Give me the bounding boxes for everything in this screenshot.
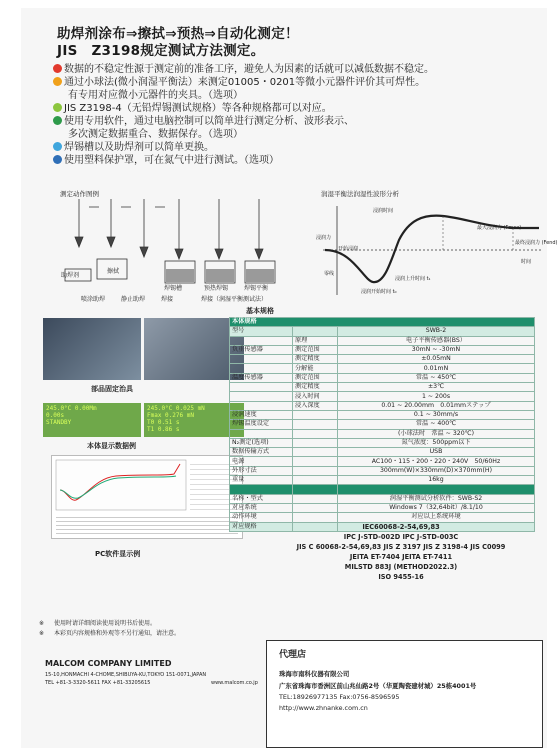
feature-text: 数据的不稳定性源于测定前的准备工序，避免人为因素的话就可以减低数据不稳定。 <box>64 64 434 75</box>
feature-item <box>53 154 434 167</box>
bullet-dot-icon <box>53 77 62 86</box>
spec-row <box>230 401 535 410</box>
standard-item: ISO 9455-16 <box>378 573 424 581</box>
spec-value: 300mm(W)×330mm(D)×370mm(H) <box>338 466 535 475</box>
standard-item: IPC J-STD-002D IPC J-STD-003C <box>343 533 459 541</box>
spec-row <box>230 429 535 438</box>
diagram-label-preheat: 预热焊锡 <box>204 285 229 292</box>
bullet-dot-icon <box>53 116 62 125</box>
spec-value: ±3℃ <box>338 383 535 392</box>
curve-title: 润湿平衡法润湿性波形分析 <box>321 190 399 198</box>
feature-item <box>53 63 434 76</box>
feature-text: 使用专用软件，通过电脑控制可以简单进行测定分析、波形表示、 <box>64 116 354 127</box>
spec-value: 常温 ~ 400℃ <box>338 420 535 429</box>
curve-label-t1: 浸润上升时间 t₁ <box>395 276 431 282</box>
spec-row <box>230 448 535 457</box>
spec-item <box>293 429 338 438</box>
spec-item <box>293 503 338 512</box>
spec-table-title: 本体规格 <box>230 318 535 327</box>
spec-item: 浸入深度 <box>293 401 338 410</box>
feature-item <box>53 128 434 141</box>
brochure-page <box>21 8 558 748</box>
spec-item: 浸入时间 <box>293 392 338 401</box>
fixture-caption: 部品固定治具 <box>91 385 133 393</box>
spec-item <box>293 327 338 336</box>
feature-item <box>53 115 434 128</box>
lcd-standby-line: 245.0°C 0.00Mm <box>46 405 97 412</box>
feature-item <box>53 141 434 154</box>
spec-value: 1 ~ 200s <box>338 392 535 401</box>
spec-item <box>293 448 338 457</box>
curve-label-timeaxis: 时间 <box>521 259 532 265</box>
standard-item: JEITA ET-7404 JEITA ET-7411 <box>349 553 453 561</box>
pc-caption: PC软件显示例 <box>95 550 141 558</box>
feature-item <box>53 76 434 89</box>
spec-row <box>230 494 535 503</box>
spec-row <box>230 476 535 485</box>
spec-value: SWB-2 <box>338 327 535 336</box>
spec-row <box>230 327 535 336</box>
feature-text: 使用塑料保护罩，可在氮气中进行测试。（选项） <box>64 155 279 166</box>
spec-category <box>230 355 293 364</box>
diagram-caption-spray: 喷涂助焊 <box>81 296 106 303</box>
spec-value: (小球法时 常温 ~ 320℃) <box>338 429 535 438</box>
spec-value: 30mN ~ -30mN <box>338 345 535 354</box>
agent-box <box>266 640 543 748</box>
feature-text: 通过小球法(微小润湿平衡法）来测定01005・0201等微小元器件评价其可焊性。 <box>64 77 426 88</box>
spec-category <box>230 392 293 401</box>
note-text: 本彩页内容规格和外观等不另行通知，请注意。 <box>54 630 181 637</box>
diagram-caption-still: 静止助焊 <box>121 296 146 303</box>
spec-item <box>293 438 338 447</box>
spec-row <box>230 355 535 364</box>
spec-category: 电源 <box>230 457 293 466</box>
lcd-result-line: T0 0.51 s <box>147 419 180 426</box>
feature-text: 多次测定数据重合、数据保存。（选项） <box>68 129 243 140</box>
company-address: 15-10,HONMACHI 4-CHOME,SHIBUYA-KU,TOKYO 151-0071,JAPAN <box>45 672 207 678</box>
spec-item: 原理 <box>293 336 338 345</box>
spec-category <box>230 485 293 494</box>
diagram-label-balance: 焊锡平衡 <box>244 285 269 292</box>
spec-row <box>230 383 535 392</box>
pc-software-screenshot <box>51 455 243 539</box>
company-web: www.malcom.co.jp <box>211 680 258 686</box>
spec-value: 16kg <box>338 476 535 485</box>
standard-item: IEC60068-2-54,69,83 <box>362 523 440 531</box>
spec-row <box>230 345 535 354</box>
spec-item <box>293 485 338 494</box>
feature-text: 焊锡槽以及助焊剂可以简单更换。 <box>64 142 214 153</box>
spec-category: 动作环境 <box>230 513 293 522</box>
spec-value: 电子平衡传感器(BS） <box>338 336 535 345</box>
spec-row <box>230 513 535 522</box>
spec-category <box>230 383 293 392</box>
spec-value <box>338 485 535 494</box>
spec-table-container <box>229 317 535 532</box>
lcd-result-line: Fmax 0.276 mN <box>147 412 194 419</box>
feature-text: JIS Z3198-4（无铅焊锡测试规格）等各种规格都可以对应。 <box>64 103 332 114</box>
curve-label-start: 开始浸润 <box>338 246 359 252</box>
spec-row <box>230 420 535 429</box>
spec-value: 0.01mN <box>338 364 535 373</box>
spec-item: 测定范围 <box>293 345 338 354</box>
curve-label-t0: 浸润开始时间 t₀ <box>361 289 397 295</box>
spec-category: 温度传感器 <box>230 373 293 382</box>
spec-item <box>293 420 338 429</box>
spec-category: N₂测定(选项) <box>230 438 293 447</box>
curve-label-fmax: 最大浸润力 (Fmax) <box>477 225 522 231</box>
agent-title: 代理店 <box>279 650 307 660</box>
spec-row <box>230 438 535 447</box>
company-name: MALCOM COMPANY LIMITED <box>45 659 172 668</box>
spec-category: 型号 <box>230 327 293 336</box>
company-tel: TEL +81-3-3320-5611 FAX +81-33205615 <box>45 680 151 686</box>
agent-name: 珠海市南科仪器有限公司 <box>279 670 350 678</box>
spec-value: 氮气浓度：500ppm以下 <box>338 438 535 447</box>
spec-row <box>230 373 535 382</box>
spec-category: 名称・型式 <box>230 494 293 503</box>
spec-row <box>230 503 535 512</box>
feature-list <box>53 63 434 167</box>
note-item: ※ 本彩页内容规格和外观等不另行通知，请注意。 <box>39 630 181 637</box>
feature-item <box>53 89 434 102</box>
spec-item: 测定精度 <box>293 383 338 392</box>
pc-software-graph <box>56 460 186 510</box>
bullet-dot-icon <box>53 155 62 164</box>
bullet-dot-icon <box>53 142 62 151</box>
spec-item <box>293 494 338 503</box>
spec-category: 焊锡温度设定 <box>230 420 293 429</box>
spec-value: Windows 7（32,64bit）/8.1/10 <box>338 503 535 512</box>
spec-item: 分解能 <box>293 364 338 373</box>
bullet-dot-icon <box>53 103 62 112</box>
bullet-dot-icon <box>53 64 62 73</box>
spec-category: 对应规格 <box>230 522 293 531</box>
note-item: ※ 使用时请详细阅读使用说明书后使用。 <box>39 620 157 627</box>
spec-row <box>230 466 535 475</box>
standard-item: JIS C 60068-2-54,69,83 JIS Z 3197 JIS Z 3198-4 JIS C0099 <box>296 543 506 551</box>
lcd-standby-line: STANDBY <box>46 419 72 426</box>
spec-category <box>230 429 293 438</box>
spec-value: 对应以上系统环境 <box>338 513 535 522</box>
spec-section-title: 基本规格 <box>246 307 274 315</box>
spec-item <box>293 513 338 522</box>
lcd-standby-line: 0.00s <box>46 412 65 419</box>
spec-category: 浸润速度 <box>230 410 293 419</box>
curve-label-time: 浸润时间 <box>373 208 394 214</box>
agent-address: 广东省珠海市香洲区前山兆仙路2号（华夏陶瓷建材城）25栋4001号 <box>279 682 477 690</box>
notes <box>39 619 180 639</box>
spec-value: 常温 ~ 450℃ <box>338 373 535 382</box>
curve-label-fend: 最终浸润力 (Fend) <box>515 240 558 246</box>
note-text: 使用时请详细阅读使用说明书后使用。 <box>54 620 157 627</box>
spec-row <box>230 410 535 419</box>
spec-value: AC100・115・200・220・240V 50/60Hz <box>338 457 535 466</box>
spec-row <box>230 392 535 401</box>
headline: 助焊剂涂布⇒擦拭⇒预热⇒自动化测定！ <box>57 26 299 42</box>
spec-value: 润湿平衡测试分析软件：SWB-S2 <box>338 494 535 503</box>
standard-item: MILSTD 883J (METHOD2022.3) <box>344 563 458 571</box>
subheadline: JIS Z3198规定测试方法测定。 <box>57 43 265 59</box>
spec-item: 测定精度 <box>293 355 338 364</box>
spec-row <box>230 457 535 466</box>
spec-row <box>230 485 535 494</box>
pc-software-table <box>56 514 238 534</box>
fixture-photo-1 <box>43 318 141 380</box>
diagram-caption-solder: 焊接 <box>161 296 174 303</box>
lcd-standby <box>43 403 141 437</box>
spec-item <box>293 476 338 485</box>
spec-row <box>230 364 535 373</box>
diagram-label-wipe: 擦拭 <box>107 268 120 275</box>
diagram-title: 测定动作图例 <box>60 190 99 198</box>
spec-category: 外形寸法 <box>230 466 293 475</box>
spec-category <box>230 401 293 410</box>
spec-category: 数据传输方式 <box>230 448 293 457</box>
curve-label-force: 浸润力 <box>316 235 332 241</box>
spec-row <box>230 336 535 345</box>
spec-item <box>293 466 338 475</box>
spec-category <box>230 364 293 373</box>
spec-table <box>229 317 535 532</box>
standards-list <box>271 522 531 582</box>
spec-category: 对应系统 <box>230 503 293 512</box>
spec-table-header <box>230 318 535 327</box>
feature-text: 有专用对应微小元器件的夹具。（选项） <box>68 90 243 101</box>
spec-category: 重量 <box>230 476 293 485</box>
spec-value: 0.01 ~ 20.00mm 0.01mmステップ <box>338 401 535 410</box>
spec-value: USB <box>338 448 535 457</box>
spec-item: 测定范围 <box>293 373 338 382</box>
spec-category <box>230 336 293 345</box>
spec-category: 负重传感器 <box>230 345 293 354</box>
diagram-caption-wetting: 焊接（润湿平衡测试法） <box>201 296 268 303</box>
spec-value: ±0.05mN <box>338 355 535 364</box>
curve-label-zero: 零线 <box>324 271 335 277</box>
feature-item <box>53 102 434 115</box>
display-caption: 本体显示数据例 <box>87 442 136 450</box>
spec-item <box>293 457 338 466</box>
lcd-result-line: 245.0°C 0.025 mN <box>147 405 205 412</box>
agent-web[interactable]: http://www.zhnanke.com.cn <box>279 704 368 712</box>
diagram-label-flux: 助焊剂 <box>61 272 80 279</box>
diagram-label-bath: 焊锡槽 <box>164 285 183 292</box>
agent-tel: TEL:18926977135 Fax:0756-8596595 <box>279 693 400 701</box>
spec-item <box>293 410 338 419</box>
spec-value: 0.1 ~ 30mm/s <box>338 410 535 419</box>
lcd-result-line: T1 0.86 s <box>147 426 180 433</box>
